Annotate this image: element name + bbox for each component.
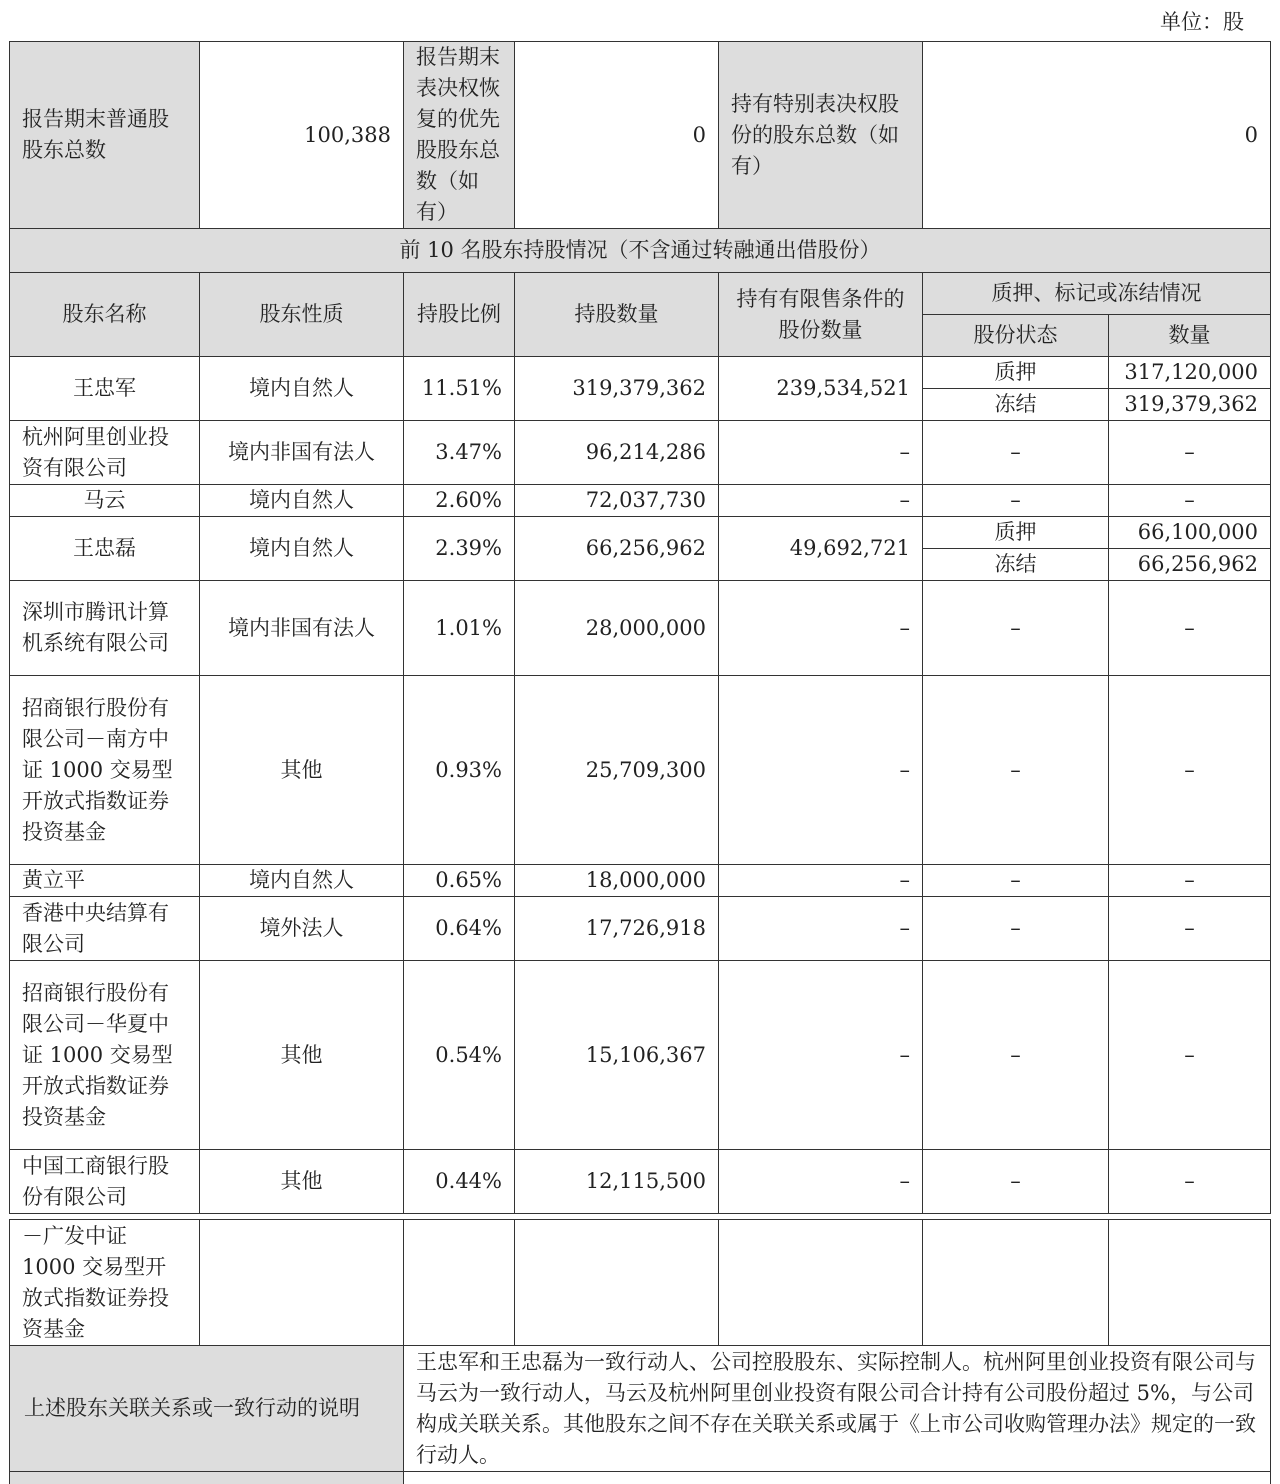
continuation-name: －广发中证 1000 交易型开放式指数证券投资基金 <box>10 1220 200 1346</box>
empty-cell <box>515 1220 719 1346</box>
holder-ratio: 0.44% <box>404 1150 515 1214</box>
special-holders-label: 持有特别表决权股份的股东总数（如有） <box>719 42 923 229</box>
holder-name: 深圳市腾讯计算机系统有限公司 <box>10 581 200 676</box>
holder-quantity: 66,256,962 <box>515 517 719 581</box>
holder-nature: 境内非国有法人 <box>200 581 404 676</box>
unit-label: 单位：股 <box>1160 10 1244 34</box>
holder-status: – <box>923 897 1109 961</box>
header-nature: 股东性质 <box>200 273 404 357</box>
header-status: 股份状态 <box>923 315 1109 357</box>
holder-amount: – <box>1109 865 1271 897</box>
relation-label: 上述股东关联关系或一致行动的说明 <box>10 1346 404 1472</box>
holder-nature: 其他 <box>200 1150 404 1214</box>
holder-restricted: 49,692,721 <box>719 517 923 581</box>
header-amount: 数量 <box>1109 315 1271 357</box>
empty-cell <box>923 1220 1109 1346</box>
truncated-label-cell <box>10 1472 404 1484</box>
relation-row <box>10 1346 1271 1472</box>
holder-amount: – <box>1109 676 1271 865</box>
holder-status: – <box>923 676 1109 865</box>
holder-ratio: 2.60% <box>404 485 515 517</box>
table-row <box>10 581 1271 676</box>
table-row <box>10 1150 1271 1214</box>
holder-status: – <box>923 581 1109 676</box>
special-holders-value: 0 <box>923 42 1271 229</box>
holder-ratio: 2.39% <box>404 517 515 581</box>
header-quantity: 持股数量 <box>515 273 719 357</box>
holder-ratio: 0.93% <box>404 676 515 865</box>
preferred-holders-label: 报告期末表决权恢复的优先股股东总数（如有） <box>404 42 515 229</box>
holder-ratio: 3.47% <box>404 421 515 485</box>
holder-status: – <box>923 1150 1109 1214</box>
holder-amount: – <box>1109 961 1271 1150</box>
holder-amount: – <box>1109 581 1271 676</box>
holder-nature: 其他 <box>200 676 404 865</box>
holder-quantity: 72,037,730 <box>515 485 719 517</box>
holder-name: 马云 <box>10 485 200 517</box>
table-row <box>10 676 1271 865</box>
holder-status: 质押 <box>923 517 1109 549</box>
holder-name: 黄立平 <box>10 865 200 897</box>
holder-ratio: 0.65% <box>404 865 515 897</box>
holder-name: 王忠磊 <box>10 517 200 581</box>
holder-restricted: 239,534,521 <box>719 357 923 421</box>
table-row <box>10 421 1271 485</box>
holder-quantity: 319,379,362 <box>515 357 719 421</box>
empty-cell <box>1109 1220 1271 1346</box>
holder-name: 王忠军 <box>10 357 200 421</box>
relation-text: 王忠军和王忠磊为一致行动人、公司控股股东、实际控制人。杭州阿里创业投资有限公司与马云为一致行动人，马云及杭州阿里创业投资有限公司合计持有公司股份超过 5%，与公司构成关联关系。其他股东之间不存在关联关系或属于《上市公司收购管理办法》规定的一致行动人。 <box>404 1346 1271 1472</box>
holder-status: – <box>923 961 1109 1150</box>
holder-amount: 317,120,000 <box>1109 357 1271 389</box>
header-restricted: 持有有限售条件的股份数量 <box>719 273 923 357</box>
holder-restricted: – <box>719 581 923 676</box>
table-row <box>10 961 1271 1150</box>
continuation-row <box>10 1220 1271 1346</box>
common-holders-value: 100,388 <box>200 42 404 229</box>
holder-restricted: – <box>719 676 923 865</box>
holder-restricted: – <box>719 1150 923 1214</box>
empty-cell <box>719 1220 923 1346</box>
truncated-row <box>10 1472 1271 1484</box>
holder-restricted: – <box>719 865 923 897</box>
header-pledge-group: 质押、标记或冻结情况 <box>923 273 1271 315</box>
empty-cell <box>200 1220 404 1346</box>
holder-quantity: 18,000,000 <box>515 865 719 897</box>
holder-status: – <box>923 421 1109 485</box>
holder-restricted: – <box>719 897 923 961</box>
holder-quantity: 17,726,918 <box>515 897 719 961</box>
holder-nature: 境内自然人 <box>200 357 404 421</box>
holder-name: 香港中央结算有限公司 <box>10 897 200 961</box>
holder-status: – <box>923 485 1109 517</box>
holder-amount: 66,100,000 <box>1109 517 1271 549</box>
header-row <box>10 273 1271 315</box>
section-title-row <box>10 229 1271 273</box>
holder-quantity: 96,214,286 <box>515 421 719 485</box>
holder-nature: 境内非国有法人 <box>200 421 404 485</box>
holder-amount: 319,379,362 <box>1109 389 1271 421</box>
holder-ratio: 0.54% <box>404 961 515 1150</box>
common-holders-label: 报告期末普通股股东总数 <box>10 42 200 229</box>
preferred-holders-value: 0 <box>515 42 719 229</box>
holder-restricted: – <box>719 961 923 1150</box>
section-title: 前 10 名股东持股情况（不含通过转融通出借股份） <box>10 229 1271 273</box>
holder-quantity: 12,115,500 <box>515 1150 719 1214</box>
shareholder-table <box>9 41 1271 1484</box>
holder-name: 杭州阿里创业投资有限公司 <box>10 421 200 485</box>
holder-quantity: 15,106,367 <box>515 961 719 1150</box>
summary-row <box>10 42 1271 229</box>
holder-ratio: 11.51% <box>404 357 515 421</box>
table-row <box>10 357 1271 389</box>
holder-status: 冻结 <box>923 389 1109 421</box>
empty-cell <box>404 1220 515 1346</box>
holder-nature: 境内自然人 <box>200 865 404 897</box>
holder-ratio: 1.01% <box>404 581 515 676</box>
holder-quantity: 28,000,000 <box>515 581 719 676</box>
table-row <box>10 865 1271 897</box>
truncated-value-cell <box>404 1472 1271 1484</box>
holder-amount: – <box>1109 897 1271 961</box>
holder-restricted: – <box>719 485 923 517</box>
header-ratio: 持股比例 <box>404 273 515 357</box>
holder-status: 冻结 <box>923 549 1109 581</box>
holder-name: 招商银行股份有限公司－南方中证 1000 交易型开放式指数证券投资基金 <box>10 676 200 865</box>
holder-status: 质押 <box>923 357 1109 389</box>
holder-amount: – <box>1109 485 1271 517</box>
holder-quantity: 25,709,300 <box>515 676 719 865</box>
holder-amount: – <box>1109 421 1271 485</box>
holder-nature: 境外法人 <box>200 897 404 961</box>
holder-ratio: 0.64% <box>404 897 515 961</box>
holder-name: 中国工商银行股份有限公司 <box>10 1150 200 1214</box>
holder-amount: – <box>1109 1150 1271 1214</box>
holder-restricted: – <box>719 421 923 485</box>
holder-nature: 境内自然人 <box>200 485 404 517</box>
holder-nature: 境内自然人 <box>200 517 404 581</box>
holder-amount: 66,256,962 <box>1109 549 1271 581</box>
holder-status: – <box>923 865 1109 897</box>
holder-nature: 其他 <box>200 961 404 1150</box>
table-row <box>10 485 1271 517</box>
table-row <box>10 897 1271 961</box>
holder-name: 招商银行股份有限公司－华夏中证 1000 交易型开放式指数证券投资基金 <box>10 961 200 1150</box>
table-row <box>10 517 1271 549</box>
header-name: 股东名称 <box>10 273 200 357</box>
